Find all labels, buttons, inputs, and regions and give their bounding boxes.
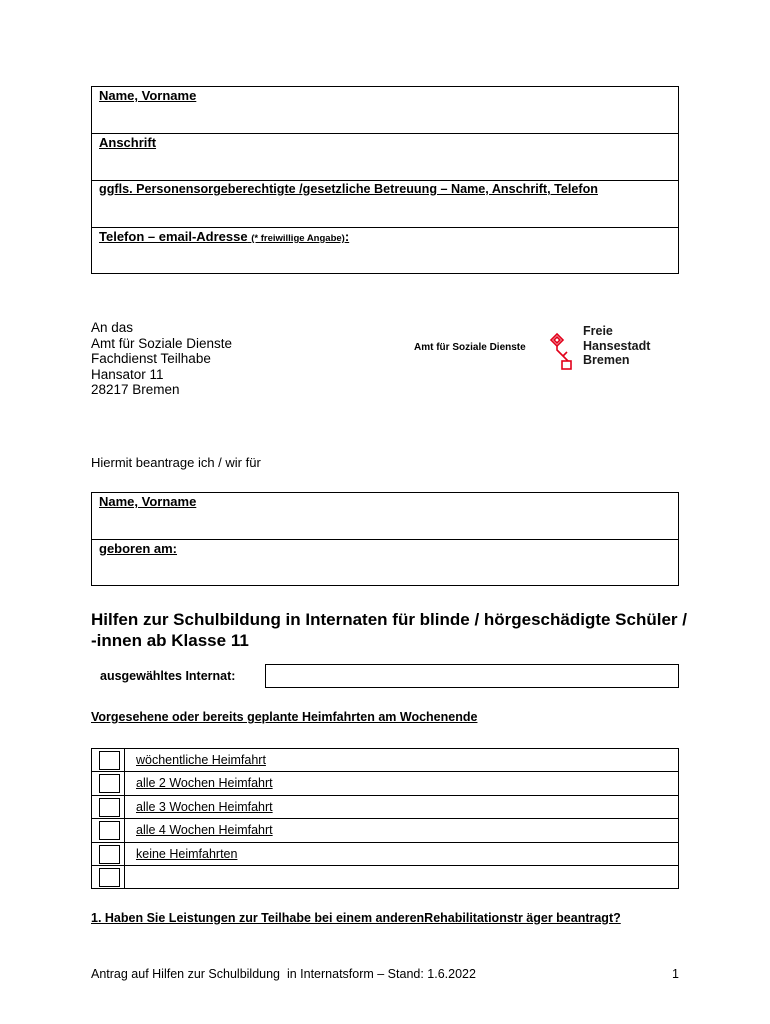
checkbox[interactable] bbox=[99, 845, 120, 864]
home-trips-options bbox=[91, 748, 679, 889]
checkbox[interactable] bbox=[99, 774, 120, 793]
address-line: An das bbox=[91, 320, 134, 335]
internat-label: ausgewähltes Internat: bbox=[100, 669, 236, 683]
option-row bbox=[92, 772, 678, 795]
name-field[interactable] bbox=[92, 87, 678, 134]
checkbox[interactable] bbox=[99, 798, 120, 817]
option-row bbox=[92, 843, 678, 866]
logo-department: Amt für Soziale Dienste bbox=[414, 342, 526, 353]
page-number: 1 bbox=[672, 967, 679, 981]
option-row bbox=[92, 796, 678, 819]
option-label: wöchentliche Heimfahrt bbox=[136, 753, 266, 767]
option-label: keine Heimfahrten bbox=[136, 846, 238, 861]
internat-input[interactable] bbox=[265, 664, 679, 688]
option-label: alle 3 Wochen Heimfahrt bbox=[136, 799, 273, 814]
phone-colon: : bbox=[344, 229, 350, 244]
bremen-logo bbox=[414, 324, 674, 370]
address-label: Anschrift bbox=[99, 135, 157, 150]
phone-email-text: Telefon – email-Adresse bbox=[99, 229, 248, 244]
guardian-field[interactable] bbox=[92, 181, 678, 228]
phone-email-field[interactable] bbox=[92, 228, 678, 274]
checkbox[interactable] bbox=[99, 751, 120, 770]
address-line: 28217 Bremen bbox=[91, 382, 180, 397]
logo-city-line: Freie bbox=[583, 324, 613, 338]
phone-email-label bbox=[99, 229, 349, 244]
voluntary-note: (* freiwillige Angabe) bbox=[251, 233, 345, 244]
form-title: Hilfen zur Schulbildung in Internaten für blinde / hörgeschädigte Schüler / -innen ab Klasse 11 bbox=[91, 610, 687, 650]
address-line: Hansator 11 bbox=[91, 366, 164, 382]
recipient-address bbox=[91, 320, 232, 398]
bremen-key-emblem-icon bbox=[548, 330, 578, 370]
logo-city-line: Hansestadt bbox=[583, 338, 651, 353]
logo-city-line: Bremen bbox=[583, 353, 630, 367]
birth-date-label: geboren am: bbox=[99, 541, 178, 556]
logo-city-name bbox=[583, 324, 650, 368]
child-info-box bbox=[91, 492, 679, 586]
child-name-field[interactable] bbox=[92, 493, 678, 540]
address-line: Amt für Soziale Dienste bbox=[91, 335, 233, 351]
address-field[interactable] bbox=[92, 134, 678, 181]
birth-date-field[interactable] bbox=[92, 540, 678, 586]
option-label: alle 2 Wochen Heimfahrt bbox=[136, 776, 273, 791]
footer-text: Antrag auf Hilfen zur Schulbildung in Internatsform – Stand: 1.6.2022 bbox=[91, 967, 476, 981]
checkbox[interactable] bbox=[99, 821, 120, 840]
option-row-blank bbox=[92, 866, 678, 889]
applicant-info-box bbox=[91, 86, 679, 274]
request-intro: Hiermit beantrage ich / wir für bbox=[91, 455, 261, 470]
address-line: Fachdienst Teilhabe bbox=[91, 351, 211, 366]
option-label: alle 4 Wochen Heimfahrt bbox=[136, 823, 273, 838]
home-trips-heading: Vorgesehene oder bereits geplante Heimfahrten am Wochenende bbox=[91, 710, 478, 724]
option-row bbox=[92, 819, 678, 842]
checkbox[interactable] bbox=[99, 868, 120, 887]
name-label: Name, Vorname bbox=[99, 88, 197, 103]
guardian-label: ggfls. Personensorgeberechtigte /gesetzliche Betreuung – Name, Anschrift, Telefon bbox=[99, 182, 598, 196]
option-row bbox=[92, 749, 678, 772]
question-1: 1. Haben Sie Leistungen zur Teilhabe bei einem anderenRehabilitationstr äger beantragt? bbox=[91, 911, 621, 925]
child-name-label: Name, Vorname bbox=[99, 494, 197, 509]
